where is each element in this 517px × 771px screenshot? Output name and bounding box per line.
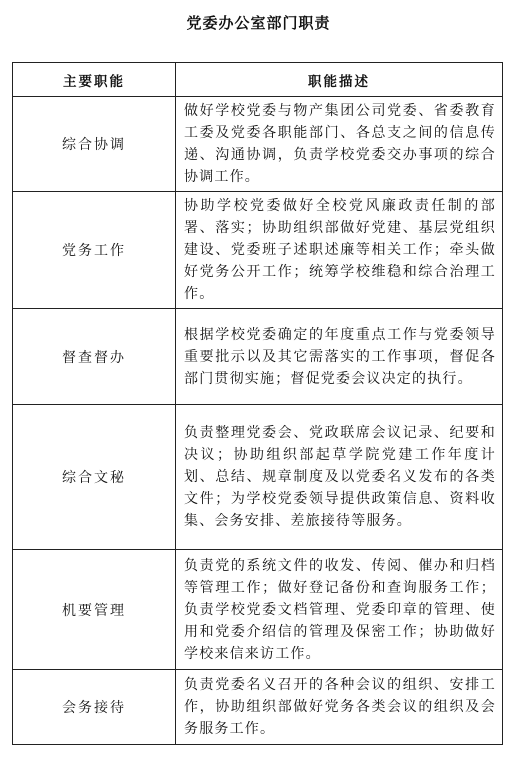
description-cell: 负责党委名义召开的各种会议的组织、安排工作，协助组织部做好党务各类会议的组织及会务服务工作。 — [176, 670, 503, 745]
table-row — [13, 550, 503, 670]
description-cell: 根据学校党委确定的年度重点工作与党委领导重要批示以及其它需落实的工作事项，督促各部门贯彻实施；督促党委会议决定的执行。 — [176, 309, 503, 405]
description-cell: 协助学校党委做好全校党风廉政责任制的部署、落实；协助组织部做好党建、基层党组织建设、党委班子述职述廉等相关工作；牵头做好党务公开工作；统筹学校维稳和综合治理工作。 — [176, 192, 503, 309]
table-row — [13, 192, 503, 309]
function-cell: 综合文秘 — [13, 405, 176, 550]
function-cell: 会务接待 — [13, 670, 176, 745]
function-cell: 综合协调 — [13, 97, 176, 192]
table-header-row — [13, 63, 503, 97]
description-cell: 负责整理党委会、党政联席会议记录、纪要和决议；协助组织部起草学院党建工作年度计划、总结、规章制度及以党委名义发布的各类文件；为学校党委领导提供政策信息、资料收集、会务安排、差旅接待等服务。 — [176, 405, 503, 550]
duty-table — [12, 62, 503, 745]
table-row — [13, 670, 503, 745]
column-header-function: 主要职能 — [13, 63, 176, 97]
function-cell: 机要管理 — [13, 550, 176, 670]
table-row — [13, 309, 503, 405]
table-row — [13, 405, 503, 550]
table-row — [13, 97, 503, 192]
page-title: 党委办公室部门职责 — [186, 14, 331, 32]
description-cell: 做好学校党委与物产集团公司党委、省委教育工委及党委各职能部门、各总支之间的信息传递、沟通协调，负责学校党委交办事项的综合协调工作。 — [176, 97, 503, 192]
column-header-description: 职能描述 — [176, 63, 503, 97]
function-cell: 督查督办 — [13, 309, 176, 405]
function-cell: 党务工作 — [13, 192, 176, 309]
description-cell: 负责党的系统文件的收发、传阅、催办和归档等管理工作；做好登记备份和查询服务工作；负责学校党委文档管理、党委印章的管理、使用和党委介绍信的管理及保密工作；协助做好学校来信来访工作。 — [176, 550, 503, 670]
